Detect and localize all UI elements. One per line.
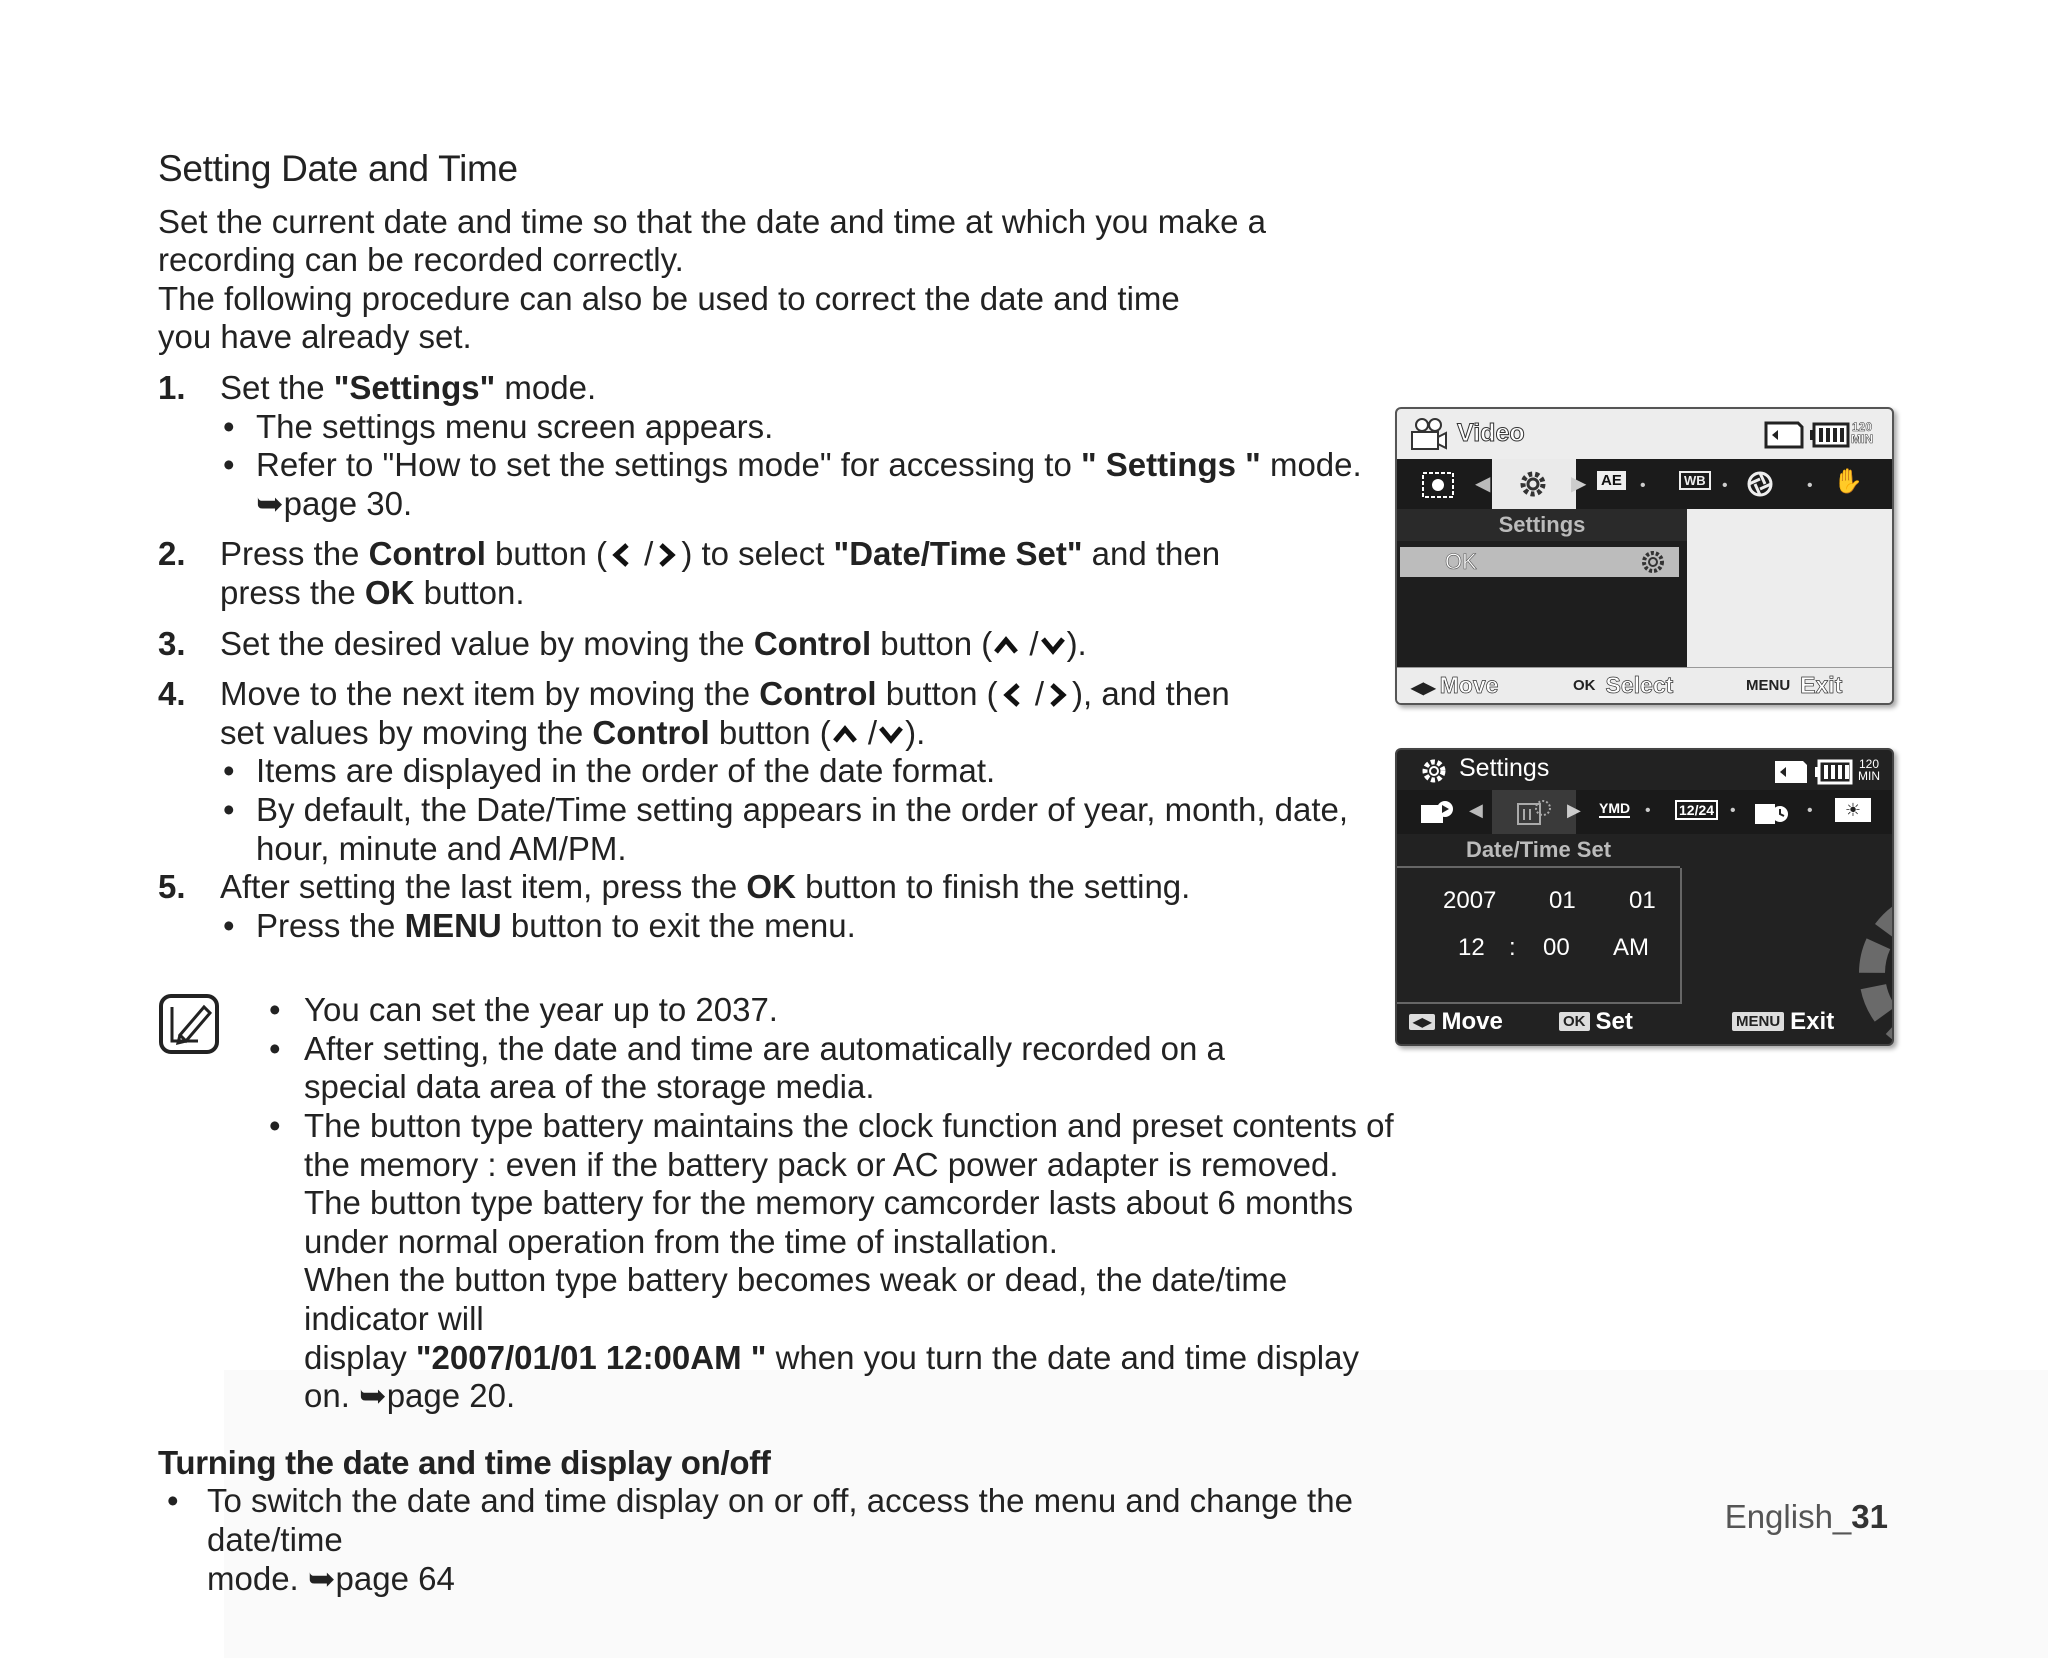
text: mode.: [495, 368, 597, 406]
intro-line: you have already set.: [158, 318, 472, 356]
text: Control: [368, 535, 486, 573]
text: button (: [871, 624, 993, 662]
footer-move: ◀▶ Move: [1409, 1008, 1503, 1036]
text: Control: [753, 624, 872, 662]
text: Set the desired value by moving the: [220, 624, 754, 662]
date-time-icon: [1515, 796, 1553, 828]
text: "Settings": [333, 368, 496, 406]
chevron-left-icon: [998, 680, 1026, 710]
battery-icon: [1810, 421, 1850, 449]
wb-icon[interactable]: WB: [1679, 471, 1711, 490]
bullet: [220, 907, 1398, 946]
note-bullets: [266, 991, 1398, 1416]
bullet: [164, 1482, 1398, 1598]
memory-card-icon: [1773, 759, 1809, 785]
arrow-right-icon: ➥: [256, 484, 284, 522]
menu-header: Settings: [1397, 509, 1687, 541]
video-camera-icon: [1409, 417, 1449, 453]
intro-line: The following procedure can also be used to correct the date and time: [158, 279, 1180, 317]
page-number: English_31: [1724, 1498, 1888, 1535]
chevron-right-icon: [1044, 680, 1072, 710]
menu-key: MENU: [1746, 677, 1791, 694]
arrow-right-icon[interactable]: ▶: [1567, 800, 1581, 820]
arrow-left-icon[interactable]: ◀: [1469, 800, 1483, 820]
scene-icon[interactable]: [1421, 471, 1455, 499]
intro: [158, 203, 1398, 357]
subsection-title: Turning the date and time display on/off: [158, 1443, 771, 1481]
chevron-up-icon: [831, 719, 859, 749]
time-separator: :: [1509, 934, 1516, 961]
dot-separator: •: [1807, 477, 1813, 494]
day-value[interactable]: 01: [1629, 887, 1656, 914]
step-1-bullets: [220, 408, 1398, 524]
page-ref-link[interactable]: page 64: [335, 1559, 455, 1597]
gear-icon: [1515, 468, 1551, 500]
text: Refer to "How to set the settings mode" for accessing to: [256, 446, 1081, 484]
text: To switch the date and time display on or off, access the menu and change the date/time: [207, 1482, 1353, 1558]
chevron-up-icon: [992, 630, 1020, 660]
bullet: • You can set the year up to 2037.: [266, 991, 1398, 1030]
text: when you turn the date and time display on.: [304, 1338, 1359, 1415]
step-2: [158, 535, 1398, 612]
arrow-right-icon: ➥: [307, 1559, 336, 1597]
subsection-bullets: [164, 1482, 1398, 1598]
text: Control: [759, 675, 877, 713]
step-number: 3.: [158, 624, 186, 662]
text: mode.: [207, 1559, 308, 1597]
step-4-bullets: [220, 752, 1398, 868]
text: OK: [746, 868, 796, 906]
gear-icon: [1639, 549, 1667, 575]
chevron-down-icon: [1039, 630, 1067, 660]
text: ) to select: [681, 535, 834, 573]
date-format-icon[interactable]: YMD: [1599, 800, 1631, 816]
left-right-arrows-icon: ◀▶: [1411, 680, 1436, 697]
page-ref-link[interactable]: page 30.: [283, 484, 413, 522]
text: Press the: [220, 535, 369, 573]
ok-key: OK: [1559, 1012, 1590, 1031]
aperture-icon[interactable]: [1745, 469, 1775, 499]
screen-footer: [1397, 1004, 1892, 1044]
remaining-time: 120 MIN: [1858, 757, 1880, 783]
manual-text: [158, 150, 1398, 1598]
gear-icon: [1419, 756, 1449, 786]
step-number: 5.: [158, 868, 186, 906]
minute-value[interactable]: 00: [1543, 934, 1570, 961]
text: "2007/01/01 12:00AM ": [415, 1338, 767, 1376]
text: special data area of the storage media.: [304, 1068, 875, 1106]
anti-shake-hand-icon[interactable]: ✋: [1833, 468, 1863, 495]
text: and then: [1082, 535, 1221, 573]
ampm-value[interactable]: AM: [1613, 934, 1649, 961]
text: the memory : even if the battery pack or AC power adapter is removed.: [304, 1145, 1339, 1183]
bullet: [266, 1030, 1398, 1107]
text: under normal operation from the time of installation.: [304, 1222, 1058, 1260]
chevron-right-icon: [653, 540, 681, 570]
text: Press the: [256, 906, 405, 944]
bullet: [266, 1107, 1398, 1416]
ok-key: OK: [1573, 677, 1596, 694]
menu-item-ok[interactable]: OK: [1400, 547, 1679, 577]
camcorder-screen-date-time: [1395, 748, 1894, 1046]
intro-line: recording can be recorded correctly.: [158, 241, 684, 279]
arrow-right-icon: ➥: [359, 1377, 387, 1415]
left-right-arrows-icon: ◀▶: [1409, 1014, 1435, 1030]
remaining-time: 120 MIN: [1851, 420, 1873, 446]
step-1: [158, 369, 1398, 523]
time-format-icon[interactable]: 12/24: [1675, 800, 1718, 820]
text: ).: [1066, 624, 1087, 662]
text: button to exit the menu.: [501, 906, 856, 944]
playback-icon[interactable]: [1419, 799, 1455, 827]
text: press the: [220, 573, 365, 611]
text: When the button type battery becomes weak or dead, the date/time indicator will: [304, 1261, 1288, 1338]
step-5-bullets: [220, 907, 1398, 946]
ae-icon[interactable]: AE: [1597, 471, 1626, 490]
mode-title: Settings: [1459, 754, 1550, 782]
bullet: [220, 446, 1398, 523]
brightness-icon[interactable]: ☀: [1835, 798, 1871, 822]
text: button.: [414, 573, 525, 611]
text: By default, the Date/Time setting appears in the order of year, month, date,: [256, 790, 1349, 828]
footer-select: OK Select: [1569, 672, 1673, 699]
hour-value[interactable]: 12: [1458, 934, 1485, 961]
chevron-down-icon: [877, 719, 905, 749]
menu-header: Date/Time Set: [1397, 834, 1680, 868]
text: /: [858, 713, 878, 751]
text: button (: [876, 675, 998, 713]
dot-separator: •: [1722, 477, 1728, 494]
menu-key: MENU: [1732, 1012, 1784, 1031]
text: After setting, the date and time are automatically recorded on a: [304, 1029, 1225, 1067]
camcorder-screen-settings: [1395, 407, 1894, 705]
text: mode.: [1260, 446, 1362, 484]
subsection: [158, 1444, 1398, 1598]
year-value[interactable]: 2007: [1443, 887, 1497, 914]
memory-card-icon: [1764, 421, 1804, 449]
note-block: [158, 991, 1398, 1416]
text: ), and then: [1072, 675, 1230, 713]
steps-list: [158, 369, 1398, 945]
arrow-right-icon[interactable]: ▶: [1571, 473, 1587, 495]
mode-title: Video: [1457, 419, 1525, 447]
step-number: 2.: [158, 535, 186, 573]
text: /: [1020, 624, 1039, 662]
bullet: [220, 791, 1398, 868]
text: button (: [709, 713, 831, 751]
text: Set the: [220, 368, 334, 406]
bullet: • The settings menu screen appears.: [220, 408, 1398, 447]
step-3: [158, 625, 1398, 664]
text: /: [634, 535, 654, 573]
footer-exit: MENU Exit: [1732, 1008, 1834, 1036]
text: /: [1025, 675, 1044, 713]
step-number: 4.: [158, 675, 186, 713]
arrow-left-icon[interactable]: ◀: [1475, 473, 1491, 495]
month-value[interactable]: 01: [1549, 887, 1576, 914]
text: MENU: [404, 906, 502, 944]
bullet: • Items are displayed in the order of the date format.: [220, 752, 1398, 791]
text: The button type battery maintains the clock function and preset contents of: [304, 1107, 1394, 1145]
date-time-display-icon[interactable]: [1753, 798, 1791, 828]
note-pencil-icon: [158, 993, 220, 1055]
text: OK: [364, 573, 415, 611]
battery-icon: [1815, 759, 1853, 785]
chevron-left-icon: [607, 540, 635, 570]
dot-separator: •: [1807, 802, 1813, 819]
footer-exit: MENU Exit: [1742, 672, 1842, 699]
page-title: Setting Date and Time: [158, 148, 518, 189]
text: button (: [485, 535, 607, 573]
page-ref-link[interactable]: page 20.: [386, 1377, 516, 1415]
text: set values by moving the: [220, 713, 593, 751]
text: After setting the last item, press the: [220, 868, 747, 906]
intro-line: Set the current date and time so that the date and time at which you make a: [158, 202, 1266, 240]
text: The button type battery for the memory camcorder lasts about 6 months: [304, 1184, 1354, 1222]
text: Control: [592, 713, 710, 751]
text: button to finish the setting.: [795, 868, 1191, 906]
dot-separator: •: [1645, 802, 1651, 819]
text: ).: [905, 713, 926, 751]
footer-set: OK Set: [1559, 1008, 1633, 1036]
step-4: [158, 675, 1398, 868]
text: " Settings ": [1080, 446, 1261, 484]
dot-separator: •: [1640, 477, 1646, 494]
dot-separator: •: [1730, 802, 1736, 819]
text: display: [304, 1338, 416, 1376]
step-5: [158, 868, 1398, 945]
step-number: 1.: [158, 368, 186, 406]
text: hour, minute and AM/PM.: [256, 829, 627, 867]
footer-move: ◀▶ Move: [1411, 672, 1499, 698]
screen-footer: [1397, 667, 1892, 704]
text: "Date/Time Set": [833, 535, 1083, 573]
text: Move to the next item by moving the: [220, 675, 760, 713]
